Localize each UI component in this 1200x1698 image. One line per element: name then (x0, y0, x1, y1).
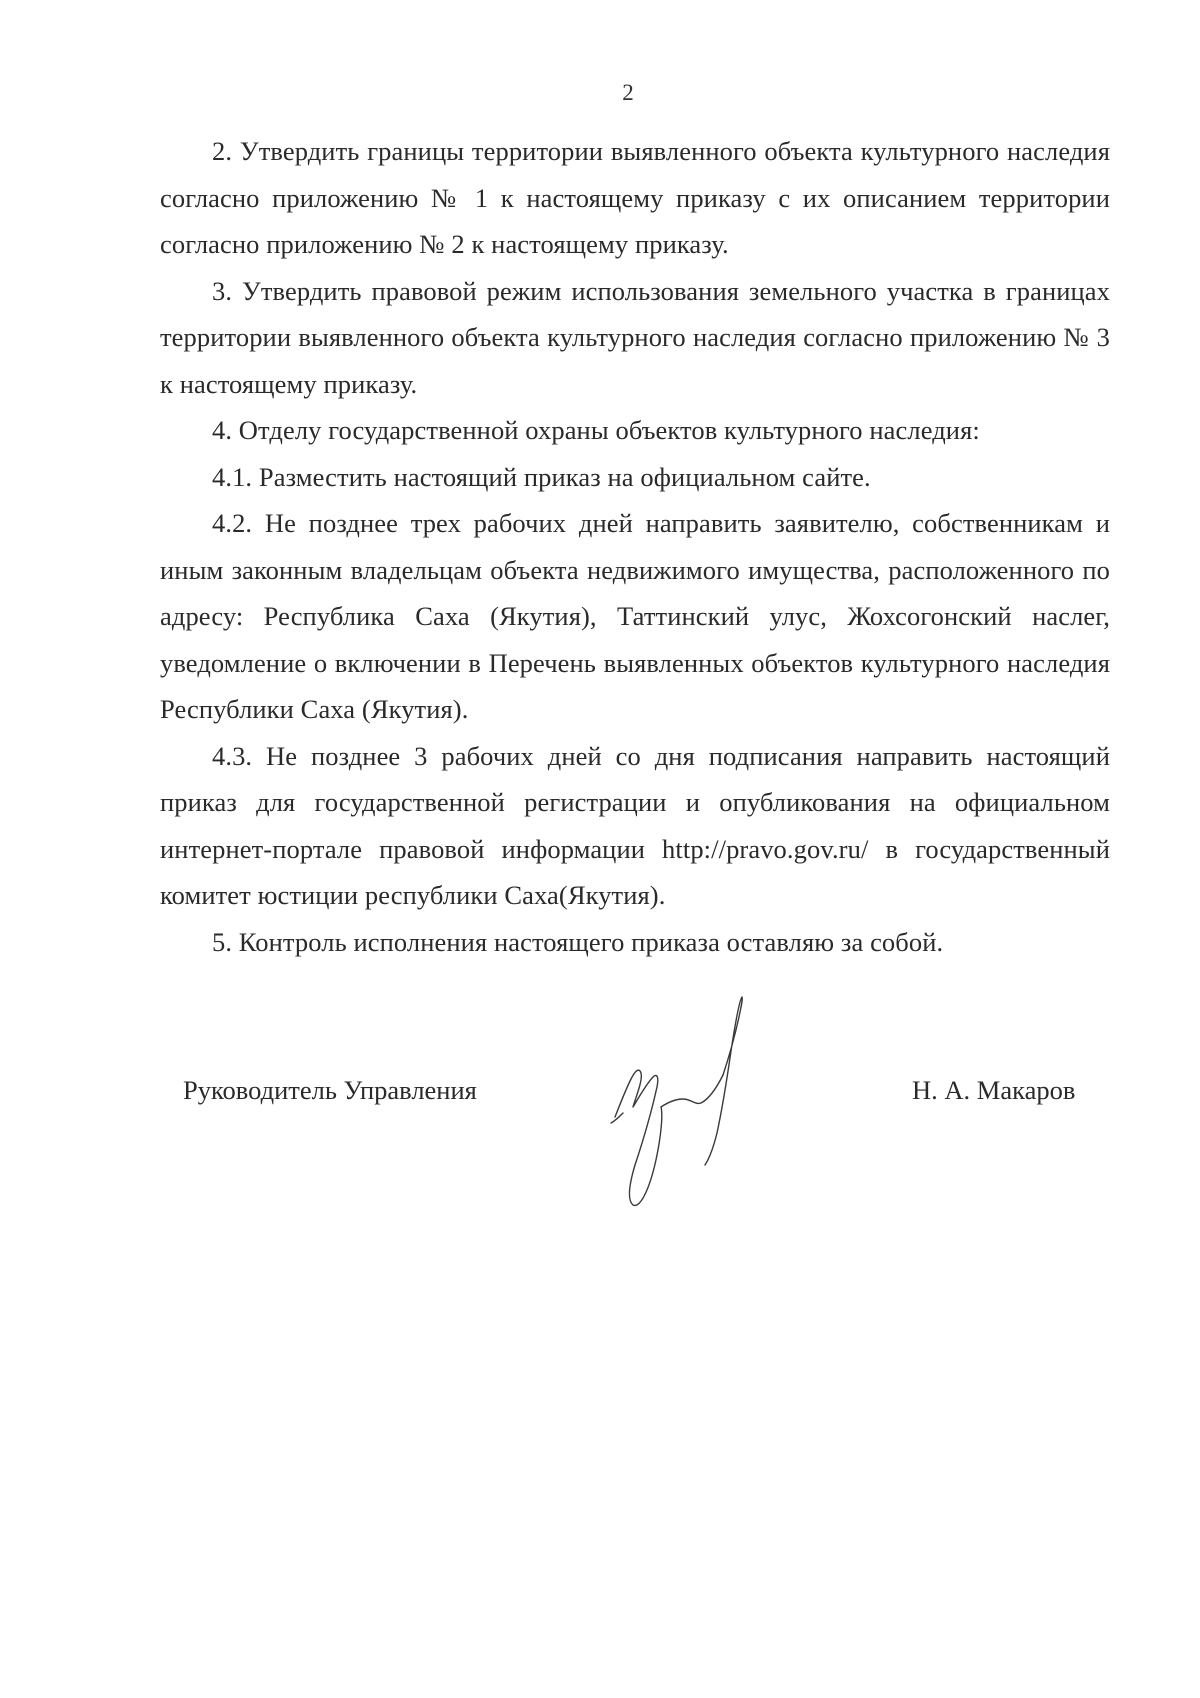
signer-name: Н. А. Макаров (912, 1075, 1076, 1105)
paragraph-2-boundaries: 2. Утвердить границы территории выявленного объекта культурного наследия согласно приложению № 1 к настоящему приказу с их описанием территории согласно приложению № 2 к настоящему приказу. (160, 136, 1110, 259)
paragraph-4-department: 4. Отделу государственной охраны объектов культурного наследия: (212, 415, 980, 445)
signer-position: Руководитель Управления (183, 1075, 477, 1105)
paragraph-3-legal-regime: 3. Утвердить правовой режим использования земельного участка в границах территории выявленного объекта культурного наследия согласно приложению № 3 к настоящему приказу. (160, 275, 1110, 399)
document-body (160, 128, 1110, 965)
handwritten-signature (605, 995, 785, 1225)
paragraph-5-control: 5. Контроль исполнения настоящего приказа оставляю за собой. (212, 926, 944, 957)
paragraph-4-1-publish: 4.1. Разместить настоящий приказ на официальном сайте. (212, 461, 871, 492)
page-number: 2 (622, 80, 634, 105)
paragraph-4-2-notify: 4.2. Не позднее трех рабочих дней направить заявителю, собственникам и иным законным владельцам объекта недвижимого имущества, расположенного по адресу: Республика Саха (Якутия), Таттинский улус, Жохсогонский наслег, уведомление о включении в Перечень выявленных объектов культурного наследия Республики Саха (Якутия). (160, 508, 1110, 724)
paragraph-4-3-registration: 4.3. Не позднее 3 рабочих дней со дня подписания направить настоящий приказ для государственной регистрации и опубликования на официальном интернет-портале правовой информации http://pravo.gov.ru/ в государственный комитет юстиции республики Саха(Якутия). (160, 740, 1110, 910)
signature-block (0, 1050, 1200, 1220)
